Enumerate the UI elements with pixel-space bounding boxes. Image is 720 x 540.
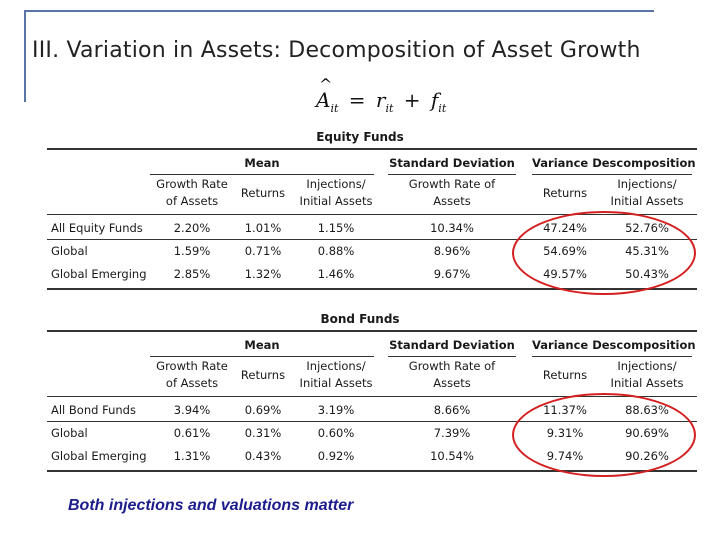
row-label: Global [51,244,88,258]
group-header: Variance Descomposition [532,156,696,170]
table-top-rule [47,148,697,150]
table-cell: 0.69% [244,403,282,417]
column-header: Growth Rate of Assets [156,359,228,390]
table-title: Equity Funds [316,130,404,144]
table-cell: 54.69% [543,244,587,258]
table-cell: 0.71% [244,244,282,258]
group-underline [150,356,374,357]
table-cell: 3.94% [173,403,211,417]
table-cell: 0.61% [173,426,211,440]
group-underline [388,356,516,357]
table-cell: 1.46% [317,267,355,281]
row-label: All Equity Funds [51,221,143,235]
group-header: Standard Deviation [389,156,515,170]
table-cell: 3.19% [317,403,355,417]
decomposition-formula [316,88,446,115]
row-label: Global Emerging [51,449,147,463]
group-header: Mean [244,156,280,170]
table-cell: 8.96% [433,244,471,258]
table-cell: 9.67% [433,267,471,281]
slide-title: III. Variation in Assets: Decomposition of Asset Growth [32,38,641,63]
column-header: Injections/ Initial Assets [610,359,684,390]
group-underline [150,174,374,175]
formula-r: r [375,88,386,112]
column-header: Returns [240,368,286,382]
column-header: Growth Rate of Assets [408,359,496,390]
table-cell: 2.20% [173,221,211,235]
column-header: Returns [542,368,588,382]
group-underline [532,356,692,357]
title-top-rule [24,10,654,12]
table-cell: 9.31% [546,426,584,440]
table-cell: 88.63% [625,403,669,417]
group-header: Standard Deviation [389,338,515,352]
column-header: Growth Rate of Assets [408,177,496,208]
table-cell: 49.57% [543,267,587,281]
variance-highlight-oval [512,393,696,477]
table-cell: 0.88% [317,244,355,258]
column-header: Injections/ Initial Assets [299,177,373,208]
table-cell: 50.43% [625,267,669,281]
table-cell: 2.85% [173,267,211,281]
column-header: Returns [542,186,588,200]
table-cell: 47.24% [543,221,587,235]
formula-r-sub: it [385,102,394,115]
row-label: Global Emerging [51,267,147,281]
group-header: Mean [244,338,280,352]
formula-lhs: ^ A [316,88,330,112]
table-cell: 0.60% [317,426,355,440]
row-label: Global [51,426,88,440]
table-cell: 90.69% [625,426,669,440]
variance-highlight-oval [512,211,696,295]
column-header: Injections/ Initial Assets [610,177,684,208]
table-cell: 10.34% [430,221,474,235]
group-header: Variance Descomposition [532,338,696,352]
table-cell: 7.39% [433,426,471,440]
row-label: All Bond Funds [51,403,136,417]
table-cell: 45.31% [625,244,669,258]
table-cell: 90.26% [625,449,669,463]
table-cell: 1.59% [173,244,211,258]
group-underline [532,174,692,175]
group-underline [388,174,516,175]
table-cell: 9.74% [546,449,584,463]
formula-equals: = [348,88,366,112]
table-cell: 1.15% [317,221,355,235]
table-top-rule [47,330,697,332]
formula-f: f [430,88,439,112]
table-cell: 0.31% [244,426,282,440]
column-header: Growth Rate of Assets [156,177,228,208]
column-header: Returns [240,186,286,200]
table-cell: 8.66% [433,403,471,417]
formula-lhs-sub: it [330,102,339,115]
table-cell: 0.43% [244,449,282,463]
table-cell: 52.76% [625,221,669,235]
table-title: Bond Funds [320,312,400,326]
formula-f-sub: it [438,102,447,115]
table-cell: 1.01% [244,221,282,235]
table-cell: 10.54% [430,449,474,463]
table-cell: 1.31% [173,449,211,463]
table-cell: 0.92% [317,449,355,463]
title-left-rule [24,10,26,102]
table-cell: 11.37% [543,403,587,417]
table-cell: 1.32% [244,267,282,281]
footer-note: Both injections and valuations matter [68,497,354,514]
column-header: Injections/ Initial Assets [299,359,373,390]
formula-plus: + [403,88,421,112]
